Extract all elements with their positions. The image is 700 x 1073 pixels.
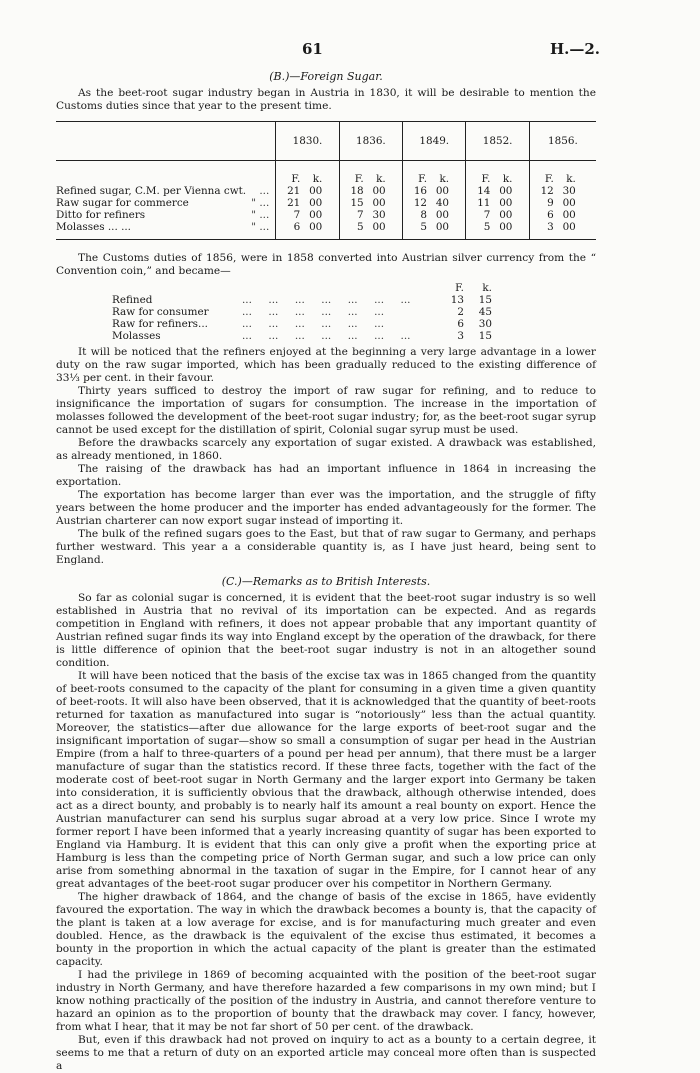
conversion-row: Refined ... ... ... ... ... ... ... 13 15 (112, 294, 492, 306)
table-row (56, 209, 596, 221)
duty-cell: 9 00 (529, 197, 596, 209)
duty-cell: 12 40 (403, 197, 466, 209)
paragraph: But, even if this drawback had not proved on inquiry to act as a bounty to a certain degree, it seems to me that a return of duty on an exported article may conceal more often than is suspected a (56, 1034, 596, 1072)
paragraph: The exportation has become larger than ever was the importation, and the struggle of fifty years between the home producer and the importer has ended advantageously for the former. The Austrian charterer can now export sugar instead of importing it. (56, 489, 596, 527)
section-b-body (56, 346, 596, 567)
duty-cell: 8 00 (403, 209, 466, 221)
paragraph: So far as colonial sugar is concerned, it is evident that the beet-root sugar industry is so well established in Austria that no revival of its importation can be expected. And as regards competition in England with refiners, it does not appear probable that any important quantity of Austrian refined sugar finds its way into England except by the operation of the drawback, for there is little difference of opinion that the beet-root sugar industry is not in an altogether sound condition. (56, 592, 596, 669)
paragraph: Thirty years sufficed to destroy the import of raw sugar for refining, and to reduce to insignificance the importation of sugars for consumption. The increase in the importation of molasses followed the development of the beet-root sugar industry; for, as the beet-root sugar syrup cannot be used except for the distillation of spirit, Colonial sugar syrup must be used. (56, 385, 596, 436)
year-header: 1852. (466, 122, 529, 161)
paragraph: It will be noticed that the refiners enjoyed at the beginning a very large advantage in a lower duty on the raw sugar imported, which has been gradually reduced to the existing difference of 33⅓ per cent. in their favour. (56, 346, 596, 384)
document-reference: H.—2. (549, 40, 600, 58)
paragraph: The bulk of the refined sugars goes to the East, but that of raw sugar to Germany, and perhaps further westward. This year a a considerable quantity is, as I have just heard, being sent to England. (56, 528, 596, 566)
year-header: 1830. (276, 122, 339, 161)
table-row (56, 185, 596, 197)
table-row (56, 221, 596, 240)
duty-cell: 7 00 (466, 209, 529, 221)
duty-cell: 3 00 (529, 221, 596, 240)
paragraph: I had the privilege in 1869 of becoming acquainted with the position of the beet-root sugar industry in North Germany, and have therefore hazarded a few comparisons in my own mind; but I know nothing practically of the position of the industry in Austria, and cannot therefore venture to hazard an opinion as to the proportion of bounty that the drawback may cover. I fancy, however, from what I hear, that it may be not far short of 50 per cent. of the drawback. (56, 969, 596, 1033)
duty-cell: 21 00 (276, 185, 339, 197)
duty-cell: 21 00 (276, 197, 339, 209)
conversion-intro: The Customs duties of 1856, were in 1858 converted into Austrian silver currency from the “ Convention coin,” and became— (56, 252, 596, 277)
conversion-row: Molasses ... ... ... ... ... ... ... 3 15 (112, 330, 492, 342)
paragraph: Before the drawbacks scarcely any exportation of sugar existed. A drawback was established, as already mentioned, in 1860. (56, 437, 596, 462)
year-header: 1856. (529, 122, 596, 161)
section-b-intro: As the beet-root sugar industry began in Austria in 1830, it will be desirable to mention the Customs duties since that year to the present time. (56, 87, 596, 112)
conversion-row: Raw for consumer ... ... ... ... ... ... 2 45 (112, 306, 492, 318)
table-row (56, 197, 596, 209)
page-header (56, 40, 600, 62)
conversion-list (112, 282, 512, 342)
conversion-units-row: F. k. (455, 282, 492, 294)
duty-cell: 11 00 (466, 197, 529, 209)
row-label: Ditto for refiners (56, 209, 146, 221)
section-b-title: (B.)—Foreign Sugar. (269, 70, 383, 83)
duty-cell: 5 00 (403, 221, 466, 240)
duty-cell: 14 00 (466, 185, 529, 197)
duty-cell: 5 00 (339, 221, 402, 240)
paragraph: It will have been noticed that the basis of the excise tax was in 1865 changed from the quantity of beet-roots consumed to the capacity of the plant for consuming in a given time a given quantity of beet-roots. It will also have been observed, that it is acknowledged that the quantity of beet-roots returned for taxation as manufactured into sugar is “notoriously” less than the actual quantity. Moreover, the statistics—after due allowance for the large exports of beet-root sugar and the insignificant importation of sugar—show so small a consumption of sugar per head in the Austrian Empire (from a half to three-quarters of a pound per head per annum), that there must be a larger manufacture of sugar than the statistics record. If these three facts, together with the fact of the moderate cost of beet-root sugar in North Germany and the larger export into Germany be taken into consideration, it is sufficiently obvious that the drawback, although otherwise intended, does act as a direct bounty, and probably is to nearly half its amount a real bounty on export. Hence the Austrian manufacturer can send his surplus sugar abroad at a very low price. Since I wrote my former report I have been informed that a yearly increasing quantity of sugar has been exported to England via Hamburg. It is evident that this can only give a profit when the exporting price at Hamburg is less than the competing price of North German sugar, and such a low price can only arise from something abnormal in the taxation of sugar in the Empire, for I cannot hear of any great advantages of the beet-root sugar producer over his competitor in Northern Germany. (56, 670, 596, 890)
year-header: 1849. (403, 122, 466, 161)
paragraph: The higher drawback of 1864, and the change of basis of the excise in 1865, have evidently favoured the exportation. The way in which the drawback becomes a bounty is, that the capacity of the plant is taken at a low average for excise, and is for manufacturing much greater and even doubled. Hence, as the drawback is the equivalent of the excise thus estimated, it becomes a bounty in the proportion in which the actual capacity of the plant is greater than the estimated capacity. (56, 891, 596, 968)
duty-cell: 7 30 (339, 209, 402, 221)
duty-cell: 16 00 (403, 185, 466, 197)
document-page (56, 40, 600, 1073)
duty-cell: 5 00 (466, 221, 529, 240)
row-leader: " ... (251, 197, 270, 209)
duty-cell: 15 00 (339, 197, 402, 209)
row-label: Refined sugar, C.M. per Vienna cwt. (56, 185, 247, 197)
row-leader: " ... (251, 209, 270, 221)
row-label: Raw sugar for commerce (56, 197, 189, 209)
paragraph: The raising of the drawback has had an important influence in 1864 in increasing the exportation. (56, 463, 596, 488)
customs-duties-table (56, 121, 596, 240)
page-number: 61 (302, 40, 323, 58)
year-header: 1836. (339, 122, 402, 161)
row-leader: ... (259, 185, 270, 197)
duty-cell: 12 30 (529, 185, 596, 197)
row-leader: " ... (251, 221, 270, 233)
duty-cell: 6 00 (529, 209, 596, 221)
section-c-title: (C.)—Remarks as to British Interests. (221, 575, 431, 588)
duty-cell: 6 00 (276, 221, 339, 240)
duty-cell: 7 00 (276, 209, 339, 221)
units-row: F. k. F. k. F. k. F. k. F. k. (56, 161, 596, 186)
row-label: Molasses ... ... (56, 221, 131, 233)
duty-cell: 18 00 (339, 185, 402, 197)
conversion-row: Raw for refiners... ... ... ... ... ... ... 6 30 (112, 318, 492, 330)
section-c-body (56, 592, 596, 1073)
